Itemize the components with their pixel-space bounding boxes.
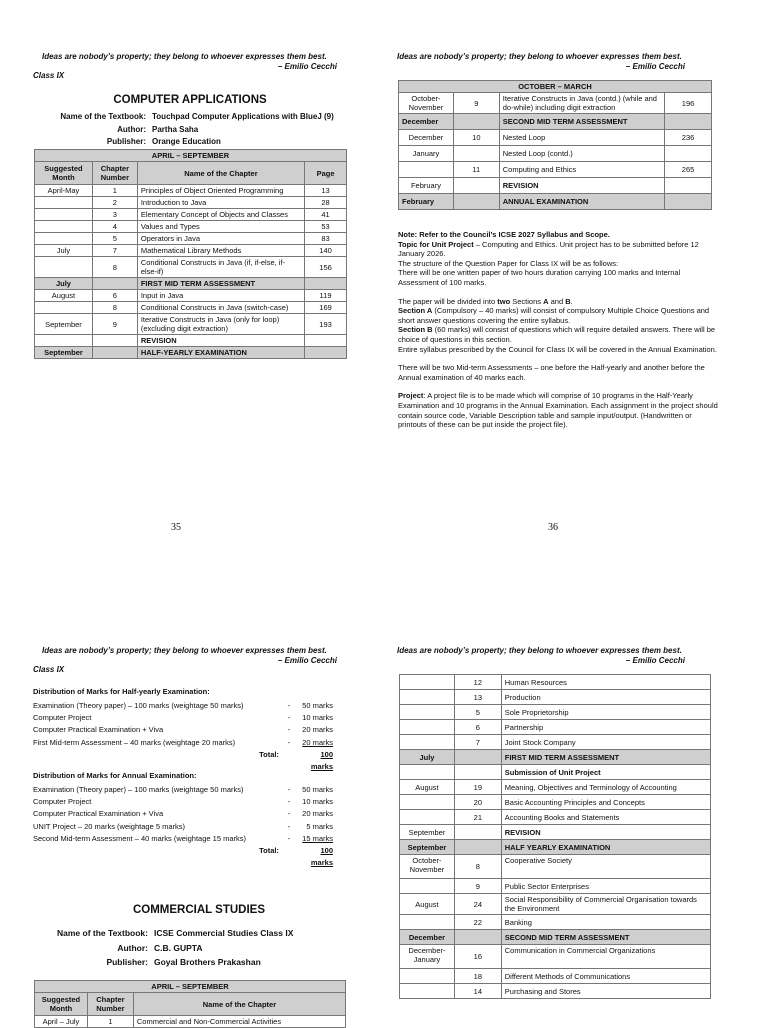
cell-chapter — [453, 194, 499, 210]
cell-chapter: 16 — [454, 945, 501, 969]
section-b-text: (60 marks) will consist of questions which will require detailed answers. There will be choice of questions in this section. — [398, 325, 716, 344]
cell-chapter — [92, 335, 137, 347]
table-row — [400, 915, 711, 930]
cell-month: December — [399, 130, 454, 146]
cell-chapter: 12 — [454, 675, 501, 690]
section-a-label: Section A — [398, 306, 433, 316]
publisher-name: Orange Education — [152, 137, 221, 146]
cell-page: 193 — [305, 314, 347, 335]
cell-name: Iterative Constructs in Java (only for loop) (excluding digit extraction) — [137, 314, 304, 335]
col-month: Suggested Month — [35, 162, 93, 185]
cell-page: 53 — [305, 221, 347, 233]
cell-page — [305, 278, 347, 290]
cell-chapter — [92, 278, 137, 290]
cell-page: 196 — [665, 93, 712, 114]
cell-name: Public Sector Enterprises — [501, 879, 710, 894]
cell-month: July — [35, 278, 93, 290]
quote-p35 — [42, 52, 337, 72]
cell-name: HALF YEARLY EXAMINATION — [501, 840, 710, 855]
marks-value: 20 marks — [302, 725, 333, 735]
marks-line — [33, 724, 343, 736]
table-row — [35, 185, 347, 197]
cell-page: 236 — [665, 130, 712, 146]
cell-month: January — [399, 146, 454, 162]
col-name: Name of the Chapter — [133, 993, 345, 1016]
marks-dash: - — [287, 713, 291, 723]
table-row — [400, 945, 711, 969]
cell-month — [399, 162, 454, 178]
cell-chapter — [454, 840, 501, 855]
publisher-name: Goyal Brothers Prakashan — [154, 957, 261, 967]
cell-name: Purchasing and Stores — [501, 984, 710, 999]
table-row — [400, 879, 711, 894]
page-number: 35 — [171, 522, 181, 533]
cell-name: Different Methods of Communications — [501, 969, 710, 984]
marks-dash: - — [287, 701, 291, 710]
marks-desc: Examination (Theory paper) – 100 marks (weightage 50 marks) — [33, 785, 244, 794]
marks-dash: - — [287, 809, 291, 819]
cell-chapter: 5 — [454, 705, 501, 720]
cell-month — [400, 735, 455, 750]
cell-month: December — [399, 114, 454, 130]
marks-value: 15 marks — [302, 833, 333, 843]
cell-chapter — [454, 750, 501, 765]
cell-month — [400, 795, 455, 810]
cell-month: September — [400, 840, 455, 855]
table-row — [400, 750, 711, 765]
table-body — [35, 185, 347, 359]
cell-name: Communication in Commercial Organizations — [501, 945, 710, 969]
annual-marks — [33, 771, 343, 869]
quote-text: Ideas are nobody’s property; they belong to whoever expresses them best. — [397, 52, 682, 61]
author-name: C.B. GUPTA — [154, 942, 203, 953]
cell-chapter: 8 — [454, 855, 501, 879]
cell-name: Partnership — [501, 720, 710, 735]
table-row — [400, 690, 711, 705]
textbook-name: Touchpad Computer Applications with BlueJ (9) — [152, 112, 334, 121]
marks-value: 20 marks — [302, 809, 333, 819]
cell-month — [35, 197, 93, 209]
cell-month — [400, 690, 455, 705]
cell-chapter: 6 — [454, 720, 501, 735]
cell-chapter: 21 — [454, 810, 501, 825]
cell-month: September — [35, 347, 93, 359]
table-row — [400, 855, 711, 879]
section-a-text: (Compulsory – 40 marks) will consist of compulsory Multiple Choice Questions and short answer questions covering the entire syllabus. — [398, 306, 710, 325]
cell-name: HALF-YEARLY EXAMINATION — [137, 347, 304, 359]
cell-page: 140 — [305, 245, 347, 257]
total-label: Total: — [259, 749, 279, 759]
cell-month: April-May — [35, 185, 93, 197]
col-name: Name of the Chapter — [137, 162, 304, 185]
textbook-name: ICSE Commercial Studies Class IX — [154, 928, 294, 938]
table-row — [400, 840, 711, 855]
cell-month: September — [35, 314, 93, 335]
total-value: 100 marks — [310, 749, 333, 772]
cell-chapter: 7 — [454, 735, 501, 750]
cell-chapter: 9 — [453, 93, 499, 114]
marks-value: 50 marks — [302, 701, 333, 710]
table-row — [35, 197, 347, 209]
cell-name: Conditional Constructs in Java (if, if-else, if-else-if) — [137, 257, 304, 278]
cell-name: FIRST MID TERM ASSESSMENT — [501, 750, 710, 765]
cell-name: Banking — [501, 915, 710, 930]
cell-month — [400, 705, 455, 720]
quote-text: Ideas are nobody’s property; they belong to whoever expresses them best. — [42, 52, 327, 61]
marks-line — [33, 796, 343, 808]
cell-month: August — [35, 290, 93, 302]
marks-dash: - — [287, 833, 291, 843]
cell-name: Iterative Constructs in Java (contd.) (while and do-while) including digit extraction — [499, 93, 664, 114]
cell-chapter: 9 — [92, 314, 137, 335]
textbook-label: Name of the Textbook: — [60, 112, 146, 121]
cell-chapter — [454, 765, 501, 780]
project-text: : A project file is to be made which will comprise of 10 programs in the Half-Yearly Examination and 10 programs in the Annual Examination. Each assignment in the project should contain source code, Variable Description table and sample input/output. (Handwritten or printouts of these can be put inside the project file). — [398, 391, 718, 430]
cell-name: Mathematical Library Methods — [137, 245, 304, 257]
cell-month — [400, 969, 455, 984]
cell-chapter — [453, 146, 499, 162]
project-label: Project — [398, 391, 424, 401]
commercial-syllabus-table-2 — [399, 674, 711, 999]
marks-desc: First Mid-term Assessment – 40 marks (weightage 20 marks) — [33, 737, 236, 747]
marks-value: 50 marks — [302, 785, 333, 794]
table-row — [35, 335, 347, 347]
marks-line — [33, 784, 343, 796]
cell-chapter: 1 — [87, 1016, 133, 1028]
col-page: Page — [305, 162, 347, 185]
col-chapter: Chapter Number — [87, 993, 133, 1016]
cell-month: December — [400, 930, 455, 945]
table-row — [35, 1016, 346, 1028]
quote-author: – Emilio Cecchi — [625, 62, 685, 71]
cell-page: 83 — [305, 233, 347, 245]
cell-name: Computing and Ethics — [499, 162, 664, 178]
cell-month: July — [400, 750, 455, 765]
marks-line — [33, 833, 343, 845]
marks-line — [33, 808, 343, 820]
quote-author: – Emilio Cecchi — [277, 656, 337, 665]
cell-chapter: 9 — [454, 879, 501, 894]
cell-chapter: 13 — [454, 690, 501, 705]
cell-name: Values and Types — [137, 221, 304, 233]
cell-month — [35, 209, 93, 221]
table-row — [35, 257, 347, 278]
cell-name: Production — [501, 690, 710, 705]
cell-chapter: 3 — [92, 209, 137, 221]
marks-desc: Computer Project — [33, 713, 92, 723]
subject-title-computer: COMPUTER APPLICATIONS — [113, 94, 267, 106]
quote-p38 — [397, 646, 685, 666]
half-yearly-marks — [33, 687, 343, 773]
cell-name: Conditional Constructs in Java (switch-case) — [137, 302, 304, 314]
cell-month: August — [400, 780, 455, 795]
marks-desc: Second Mid-term Assessment – 40 marks (weightage 15 marks) — [33, 833, 246, 843]
cell-month: September — [400, 825, 455, 840]
cell-page: 41 — [305, 209, 347, 221]
cell-chapter — [454, 825, 501, 840]
quote-author: – Emilio Cecchi — [277, 62, 337, 71]
table-row — [35, 278, 347, 290]
marks-desc: UNIT Project – 20 marks (weightage 5 marks) — [33, 821, 185, 831]
cell-month: February — [399, 178, 454, 194]
cell-month — [400, 915, 455, 930]
quote-author: – Emilio Cecchi — [625, 656, 685, 665]
cell-chapter: 1 — [92, 185, 137, 197]
structure-text: The structure of the Question Paper for Class IX will be as follows: — [398, 258, 619, 268]
section-b-label: Section B — [398, 325, 433, 335]
table-row — [399, 130, 712, 146]
cell-chapter: 8 — [92, 302, 137, 314]
cell-name: Input in Java — [137, 290, 304, 302]
computer-syllabus-table-1 — [34, 149, 347, 359]
col-month: Suggested Month — [35, 993, 88, 1016]
cell-month: October-November — [400, 855, 455, 879]
quote-p36 — [397, 52, 685, 72]
table-row — [400, 735, 711, 750]
subject-title-commercial: COMMERCIAL STUDIES — [132, 904, 266, 916]
table-row — [399, 114, 712, 130]
total-value: 100 marks — [310, 846, 333, 868]
textbook-label: Name of the Textbook: — [57, 928, 148, 938]
marks-dash: - — [287, 737, 291, 747]
table-row — [400, 675, 711, 690]
marks-line — [33, 737, 343, 749]
cell-chapter: 22 — [454, 915, 501, 930]
cell-page: 28 — [305, 197, 347, 209]
cell-name: Sole Proprietorship — [501, 705, 710, 720]
table-band: APRIL – SEPTEMBER — [35, 981, 346, 993]
cell-name: Operators in Java — [137, 233, 304, 245]
table-row — [400, 969, 711, 984]
cell-page — [665, 178, 712, 194]
cell-month — [400, 765, 455, 780]
marks-dash: - — [287, 785, 291, 794]
class-label: Class IX — [33, 71, 65, 80]
cell-name: Basic Accounting Principles and Concepts — [501, 795, 710, 810]
syllabus-note: Note: Refer to the Council’s ICSE 2027 Syllabus and Scope. — [398, 230, 610, 239]
cell-month — [400, 879, 455, 894]
table-row — [35, 233, 347, 245]
marks-desc: Examination (Theory paper) – 100 marks (weightage 50 marks) — [33, 701, 244, 710]
cell-name: Accounting Books and Statements — [501, 810, 710, 825]
marks-line — [33, 712, 343, 724]
cell-name: Nested Loop — [499, 130, 664, 146]
cell-name: FIRST MID TERM ASSESSMENT — [137, 278, 304, 290]
table-row — [400, 795, 711, 810]
marks-dash: - — [287, 725, 291, 735]
cell-name: SECOND MID TERM ASSESSMENT — [501, 930, 710, 945]
cell-month: April – July — [35, 1016, 88, 1028]
cell-month: February — [399, 194, 454, 210]
table-row — [400, 810, 711, 825]
cell-name: Social Responsibility of Commercial Organisation towards the Environment — [501, 894, 710, 915]
table-row — [400, 984, 711, 999]
cell-chapter: 4 — [92, 221, 137, 233]
cell-chapter: 11 — [453, 162, 499, 178]
cell-chapter: 2 — [92, 197, 137, 209]
publisher-label: Publisher: — [106, 957, 148, 967]
table-row — [400, 765, 711, 780]
cell-page — [305, 347, 347, 359]
marks-dash: - — [287, 821, 291, 831]
cell-page: 265 — [665, 162, 712, 178]
cell-chapter: 5 — [92, 233, 137, 245]
cell-month — [35, 233, 93, 245]
cell-chapter: 10 — [453, 130, 499, 146]
cell-chapter: 18 — [454, 969, 501, 984]
cell-page: 169 — [305, 302, 347, 314]
cell-month: December-January — [400, 945, 455, 969]
cell-month: October-November — [399, 93, 454, 114]
quote-text: Ideas are nobody’s property; they belong to whoever expresses them best. — [397, 646, 682, 655]
cell-month — [400, 984, 455, 999]
cell-name: Commercial and Non-Commercial Activities — [133, 1016, 345, 1028]
table-row — [400, 825, 711, 840]
table-row — [399, 194, 712, 210]
table-row — [35, 209, 347, 221]
marks-desc: Computer Practical Examination + Viva — [33, 725, 164, 735]
cell-chapter: 14 — [454, 984, 501, 999]
exam-notes — [398, 230, 718, 439]
cell-chapter: 8 — [92, 257, 137, 278]
cell-page: 13 — [305, 185, 347, 197]
computer-syllabus-table-2 — [398, 80, 712, 210]
cell-chapter: 24 — [454, 894, 501, 915]
cell-month — [400, 675, 455, 690]
marks-line — [33, 821, 343, 833]
cell-chapter — [454, 930, 501, 945]
author-label: Author: — [117, 124, 146, 134]
table-band: OCTOBER – MARCH — [399, 81, 712, 93]
written-text: There will be one written paper of two hours duration carrying 100 marks and Internal Assessment of 100 marks. — [398, 268, 681, 287]
marks-desc: Computer Practical Examination + Viva — [33, 809, 164, 819]
cell-name: ANNUAL EXAMINATION — [499, 194, 664, 210]
col-chapter: Chapter Number — [92, 162, 137, 185]
cell-name: Cooperative Society — [501, 855, 710, 879]
marks-dash: - — [287, 797, 291, 807]
cell-chapter — [453, 114, 499, 130]
table-row — [400, 930, 711, 945]
table-row — [35, 302, 347, 314]
commercial-syllabus-table-1 — [34, 980, 346, 1028]
quote-text: Ideas are nobody’s property; they belong to whoever expresses them best. — [42, 646, 327, 655]
quote-p37 — [42, 646, 337, 666]
table-row — [400, 720, 711, 735]
marks-value: 10 marks — [302, 713, 333, 723]
cell-month: August — [400, 894, 455, 915]
table-row — [400, 705, 711, 720]
cell-name: Human Resources — [501, 675, 710, 690]
cell-chapter — [453, 178, 499, 194]
cell-page: 119 — [305, 290, 347, 302]
cell-month — [35, 221, 93, 233]
marks-line — [33, 700, 343, 712]
cell-month — [400, 720, 455, 735]
marks-value: 5 marks — [306, 821, 333, 831]
table-row — [400, 780, 711, 795]
table-band: APRIL – SEPTEMBER — [35, 150, 347, 162]
cell-page — [665, 194, 712, 210]
textbook-info-commercial — [34, 926, 354, 970]
textbook-info-computer — [34, 111, 354, 149]
table-row — [35, 290, 347, 302]
cell-name: Nested Loop (contd.) — [499, 146, 664, 162]
annual-heading: Distribution of Marks for Annual Examination: — [33, 771, 197, 780]
table-row — [35, 314, 347, 335]
topic-label: Topic for Unit Project — [398, 239, 474, 249]
cell-month — [35, 257, 93, 278]
cell-name: REVISION — [501, 825, 710, 840]
cell-chapter: 7 — [92, 245, 137, 257]
total-label: Total: — [259, 846, 279, 856]
cell-chapter: 20 — [454, 795, 501, 810]
cell-name: Submission of Unit Project — [501, 765, 710, 780]
cell-name: REVISION — [137, 335, 304, 347]
table-body — [399, 93, 712, 210]
publisher-label: Publisher: — [106, 137, 146, 146]
cell-name: Joint Stock Company — [501, 735, 710, 750]
cell-name: Elementary Concept of Objects and Classes — [137, 209, 304, 221]
cell-month — [35, 302, 93, 314]
marks-value: 20 marks — [302, 737, 333, 747]
table-body — [400, 675, 711, 999]
table-row — [399, 146, 712, 162]
cell-chapter — [92, 347, 137, 359]
cell-chapter: 19 — [454, 780, 501, 795]
midterm-text: There will be two Mid-term Assessments – one before the Half-yearly and another before the Annual examination of 40 marks each. — [398, 363, 705, 382]
table-row — [35, 221, 347, 233]
class-label: Class IX — [33, 665, 65, 674]
cell-name: Meaning, Objectives and Terminology of Accounting — [501, 780, 710, 795]
cell-month — [400, 810, 455, 825]
cell-page — [305, 335, 347, 347]
entire-syllabus-text: Entire syllabus prescribed by the Council for Class IX will be covered in the Annual Examination. — [398, 344, 717, 354]
cell-month: July — [35, 245, 93, 257]
cell-name: Principles of Object Oriented Programming — [137, 185, 304, 197]
cell-chapter: 6 — [92, 290, 137, 302]
cell-name: REVISION — [499, 178, 664, 194]
cell-page: 156 — [305, 257, 347, 278]
table-row — [399, 162, 712, 178]
table-row — [400, 894, 711, 915]
page-number: 36 — [548, 522, 558, 533]
topic-text: – Computing and Ethics. Unit project has to be submitted before 12 January 2026. — [398, 239, 699, 259]
half-yearly-heading: Distribution of Marks for Half-yearly Examination: — [33, 687, 210, 696]
cell-month — [35, 335, 93, 347]
table-row — [35, 347, 347, 359]
author-label: Author: — [117, 942, 148, 953]
marks-desc: Computer Project — [33, 797, 92, 807]
table-row — [399, 178, 712, 194]
cell-page — [665, 146, 712, 162]
table-row — [399, 93, 712, 114]
author-name: Partha Saha — [152, 124, 199, 134]
divided-text: The paper will be divided into two Sections A and B. — [398, 296, 573, 306]
cell-page — [665, 114, 712, 130]
cell-name: Introduction to Java — [137, 197, 304, 209]
cell-name: SECOND MID TERM ASSESSMENT — [499, 114, 664, 130]
table-row — [35, 245, 347, 257]
marks-value: 10 marks — [302, 797, 333, 807]
